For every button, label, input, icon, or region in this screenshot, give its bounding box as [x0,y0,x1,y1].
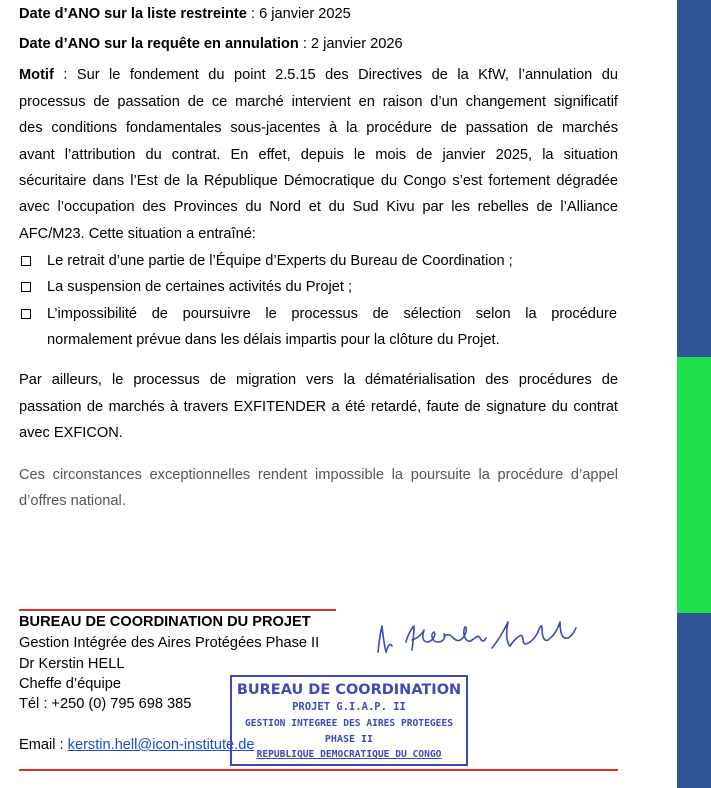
paragraph-line: Par ailleurs, le processus de migration vers la dématérialisation des procédures de [19,372,618,388]
email-link[interactable]: kerstin.hell@icon-institute.de [67,737,255,753]
footer-bottom-rule [19,769,618,771]
sidebar-band-blue [677,613,711,788]
sidebar-band-blue [677,0,711,357]
footer-org: BUREAU DE COORDINATION DU PROJET [19,614,311,630]
ano-request-label: Date d’ANO sur la requête en annulation [19,36,299,52]
stamp-line: GESTION INTEGREE DES AIRES PROTEGEES [245,718,453,729]
paragraph-line: Ces circonstances exceptionnelles rendent impossible la poursuite la procédure d’appel [19,467,618,483]
motif-line: sécuritaire dans l’Est de la République Démocratique du Congo s’est fortement dégradée [19,173,618,189]
paragraph-line: passation de marchés à travers EXFITENDER a été retardé, faute de signature du contrat [19,399,618,415]
checkbox-bullet-icon [21,309,31,319]
ano-request-value: : 2 janvier 2026 [298,36,403,52]
stamp-line: PHASE II [324,734,374,745]
email-label: Email : [19,737,68,753]
motif-line: avant l’attribution du contrat. En effet, depuis le mois de janvier 2025, la situation [19,147,618,163]
stamp-line: PROJET G.I.A.P. II [292,701,406,713]
paragraph-line: avec EXFICON. [19,425,123,441]
footer-program: Gestion Intégrée des Aires Protégées Phase II [19,635,320,651]
footer-top-rule [19,609,336,611]
sidebar-band-green [677,357,711,613]
official-stamp [230,675,468,766]
checkbox-bullet-icon [21,256,31,266]
motif-text: : Sur le fondement du point 2.5.15 des Directives de la KfW, l’annulation du [53,67,618,83]
motif-line: AFC/M23. Cette situation a entraîné: [19,226,256,242]
motif-line [19,66,618,84]
motif-line: processus de passation de ce marché intervient en raison d’un changement significatif [19,94,618,110]
motif-line: avec l’occupation des Provinces du Nord et du Sud Kivu par les rebelles de l’Alliance [19,199,618,215]
handwritten-signature [372,612,582,662]
checkbox-bullet-icon [21,282,31,292]
ano-request-line [19,35,618,53]
list-item: La suspension de certaines activités du Projet ; [47,279,353,295]
stamp-line: BUREAU DE COORDINATION [236,682,462,698]
footer-phone: Tél : +250 (0) 795 698 385 [19,696,192,712]
stamp-line: REPUBLIQUE DEMOCRATIQUE DU CONGO [256,749,442,760]
list-item: Le retrait d’une partie de l’Équipe d’Experts du Bureau de Coordination ; [47,253,513,269]
paragraph-line: d’offres national. [19,493,126,509]
motif-label: Motif [19,67,54,83]
ano-list-line [19,5,618,23]
list-item: L’impossibilité de poursuivre le processus de sélection selon la procédure [47,306,617,322]
motif-line: des conditions fondamentales sous-jacentes à la procédure de passation de marchés [19,120,618,136]
footer-name: Dr Kerstin HELL [19,656,125,672]
list-item-continuation: normalement prévue dans les délais impartis pour la clôture du Projet. [47,332,500,348]
footer-role: Cheffe d’équipe [19,676,121,692]
ano-list-label: Date d’ANO sur la liste restreinte [19,6,247,22]
ano-list-value: : 6 janvier 2025 [246,6,351,22]
footer-email-line [19,736,254,754]
